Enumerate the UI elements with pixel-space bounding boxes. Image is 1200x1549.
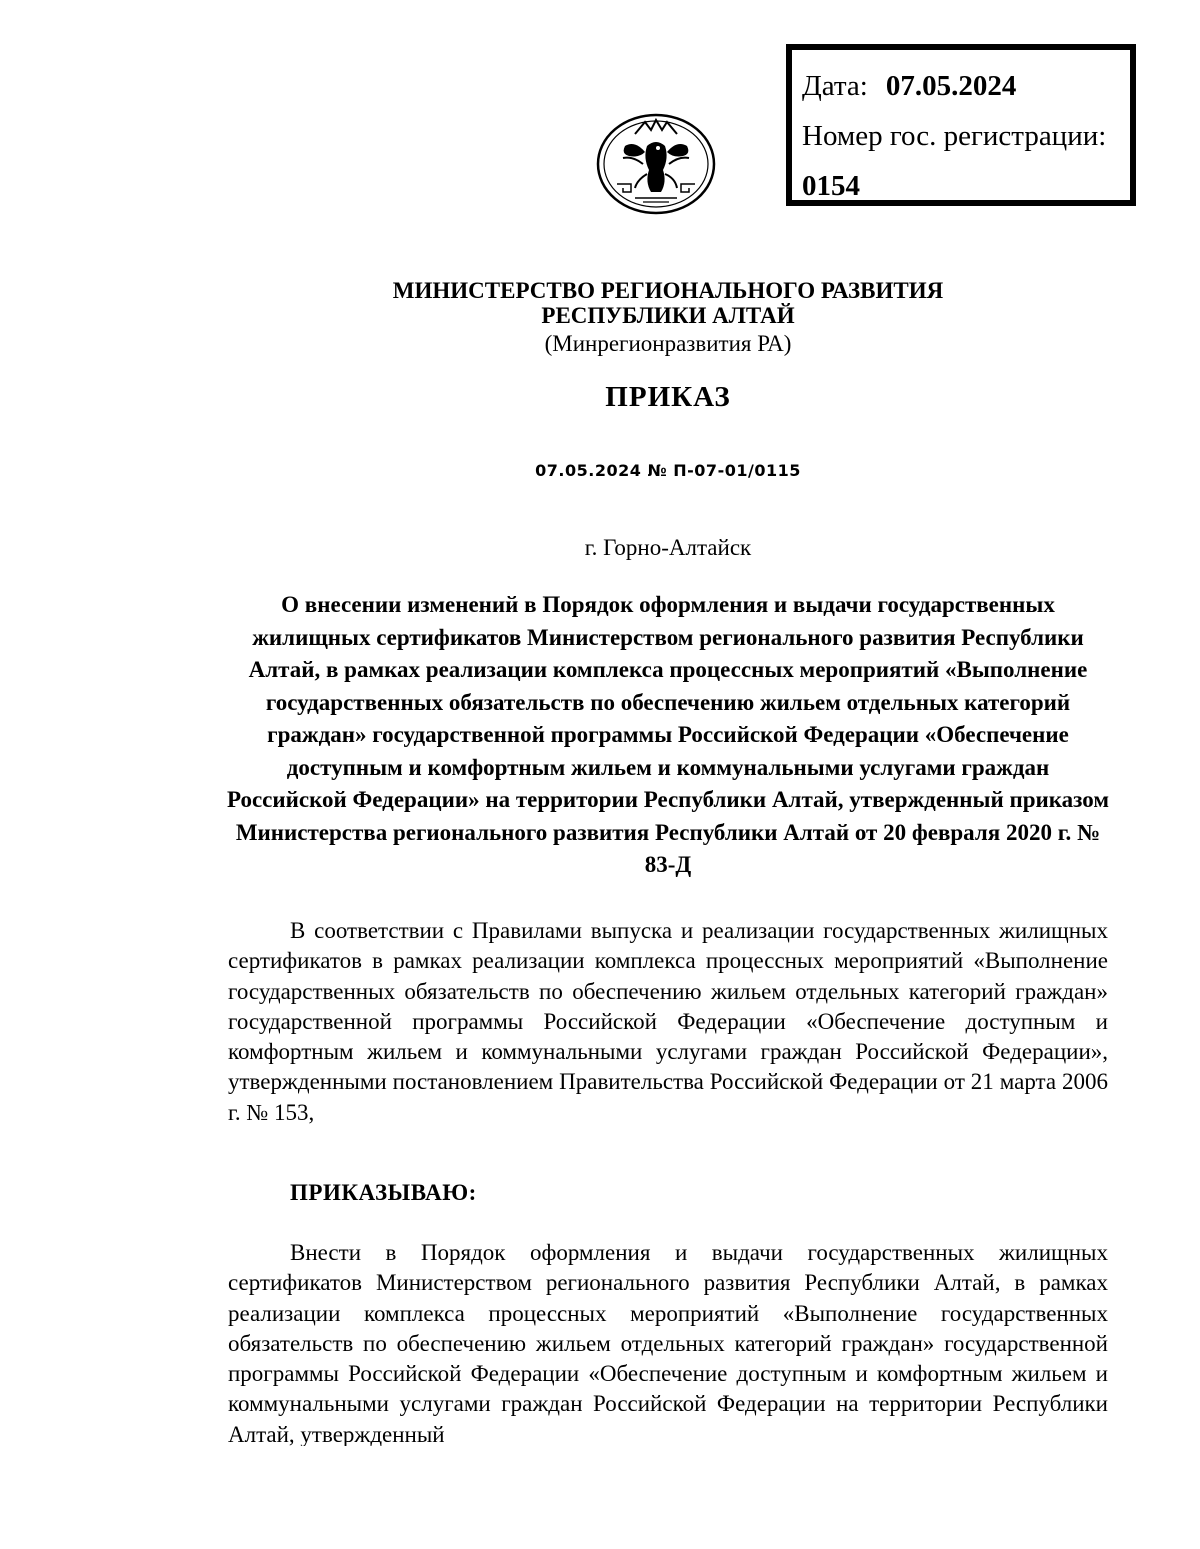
ministry-name	[0, 278, 1200, 328]
order-date-number: 07.05.2024 № П-07-01/0115	[535, 461, 801, 480]
order-word: ПРИКАЗЫВАЮ:	[290, 1180, 477, 1205]
ministry-name-line2: РЕСПУБЛИКИ АЛТАЙ	[541, 303, 795, 328]
order-subject: О внесении изменений в Порядок оформления и выдачи государственных жилищных сертификатов Министерством регионального развития Республики Алтай, в рамках реализации комплекса процессных мероприятий «Выполнение государственных обязательств по обеспечению жильем отдельных категорий граждан» государственной программы Российской Федерации «Обеспечение доступным и комфортным жильем и коммунальными услугами граждан Российской Федерации» на территории Республики Алтай, утвержденный приказом Министерства регионального развития Республики Алтай от 20 февраля 2020 г. № 83-Д	[226, 592, 1110, 877]
city: г. Горно-Алтайск	[584, 535, 752, 560]
registration-date-row	[802, 72, 1016, 101]
coat-of-arms-icon	[595, 112, 717, 216]
ministry-name-line1: МИНИСТЕРСТВО РЕГИОНАЛЬНОГО РАЗВИТИЯ	[392, 278, 944, 303]
registration-date-label: Дата:	[802, 70, 868, 102]
registration-number-label: Номер гос. регистрации:	[802, 120, 1107, 152]
preamble-paragraph: В соответствии с Правилами выпуска и реализации государственных жилищных сертификатов в рамках реализации комплекса процессных мероприятий «Выполнение государственных обязательств по обеспечению жильем отдельных категорий граждан» государственной программы Российской Федерации «Обеспечение доступным и комфортным жильем и коммунальными услугами граждан Российской Федерации», утвержденными постановлением Правительства Российской Федерации от 21 марта 2006 г. № 153,	[228, 918, 1108, 1125]
document-type-title: ПРИКАЗ	[605, 381, 731, 413]
registration-stamp	[786, 44, 1136, 206]
directive-paragraph: Внести в Порядок оформления и выдачи государственных жилищных сертификатов Министерством регионального развития Республики Алтай, в рамках реализации комплекса процессных мероприятий «Выполнение государственных обязательств по обеспечению жильем отдельных категорий граждан» государственной программы Российской Федерации «Обеспечение доступным и комфортным жильем и коммунальными услугами граждан Российской Федерации на территории Республики Алтай, утвержденный	[228, 1240, 1108, 1446]
ministry-short-name: (Минрегионразвития РА)	[544, 331, 792, 356]
registration-date-value: 07.05.2024	[885, 70, 1017, 102]
registration-number-value: 0154	[802, 170, 860, 202]
